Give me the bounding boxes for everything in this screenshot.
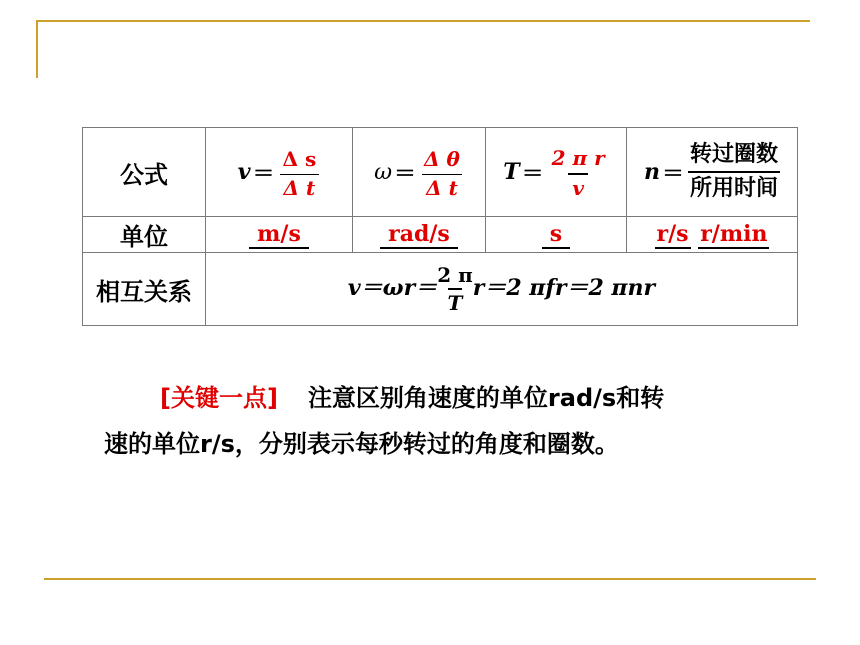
unit-v: m/s (249, 221, 309, 249)
relation-denominator: T (448, 288, 463, 316)
unit-omega-cell (353, 217, 486, 253)
relation-cell (206, 253, 798, 326)
table-row-formula (83, 128, 798, 217)
key-point-line2: 速的单位r/s，分别表示每秒转过的角度和圈数。 (104, 430, 619, 458)
formula-n-denominator: 所用时间 (688, 171, 780, 205)
unit-n-rps: r/s (656, 220, 689, 247)
formula-v-eq: ＝ (252, 160, 275, 187)
formula-T-fraction (548, 143, 609, 201)
unit-T: s (542, 221, 570, 249)
formula-T-cell (486, 128, 627, 217)
formula-n-numerator: 转过圈数 (690, 142, 779, 167)
top-rule (36, 20, 810, 22)
formula-omega-fraction (420, 144, 464, 201)
circular-motion-table (82, 127, 798, 326)
formula-n-fraction (688, 139, 780, 205)
row-label-relation: 相互关系 (83, 253, 206, 326)
table-row-unit (83, 217, 798, 253)
row-label-formula: 公式 (83, 128, 206, 217)
unit-T-cell (486, 217, 627, 253)
formula-v-cell (206, 128, 353, 217)
formula-omega-cell (353, 128, 486, 217)
key-point-text1: 注意区别角速度的单位rad/s和转 (307, 384, 665, 412)
key-point-line1 (160, 378, 664, 413)
formula-v-lhs: v (237, 159, 251, 185)
unit-n-rpm: r/min (700, 220, 768, 247)
formula-omega-eq: ＝ (394, 160, 417, 187)
formula-v-fraction (279, 144, 321, 201)
formula-v-numerator: Δ s (282, 146, 317, 171)
table-row-relation (83, 253, 798, 326)
formula-T-lhs: T (503, 159, 520, 185)
key-point-tag: [关键一点] (160, 384, 278, 412)
bottom-rule (44, 578, 816, 580)
formula-T-numerator: 2 π r (551, 146, 605, 170)
relation-right: r＝2 πfr＝2 πnr (472, 275, 656, 301)
relation-left: v＝ωr＝ (347, 275, 438, 301)
row-label-unit: 单位 (83, 217, 206, 253)
formula-omega-numerator: Δ θ (424, 146, 460, 171)
formula-v-denominator: Δ t (280, 174, 320, 201)
left-rule (36, 20, 38, 78)
formula-T-denominator: v (568, 173, 588, 201)
formula-n-eq: ＝ (661, 160, 684, 187)
formula-T-eq: ＝ (521, 160, 544, 187)
formula-n-lhs: n (643, 159, 660, 185)
formula-omega-denominator: Δ t (422, 174, 462, 201)
formula-n-cell (627, 128, 798, 217)
relation-numerator: 2 π (437, 263, 473, 287)
formula-omega-lhs: ω (374, 159, 393, 185)
unit-n-cell (627, 217, 798, 253)
unit-v-cell (206, 217, 353, 253)
unit-omega: rad/s (380, 221, 458, 249)
relation-fraction (437, 262, 473, 316)
